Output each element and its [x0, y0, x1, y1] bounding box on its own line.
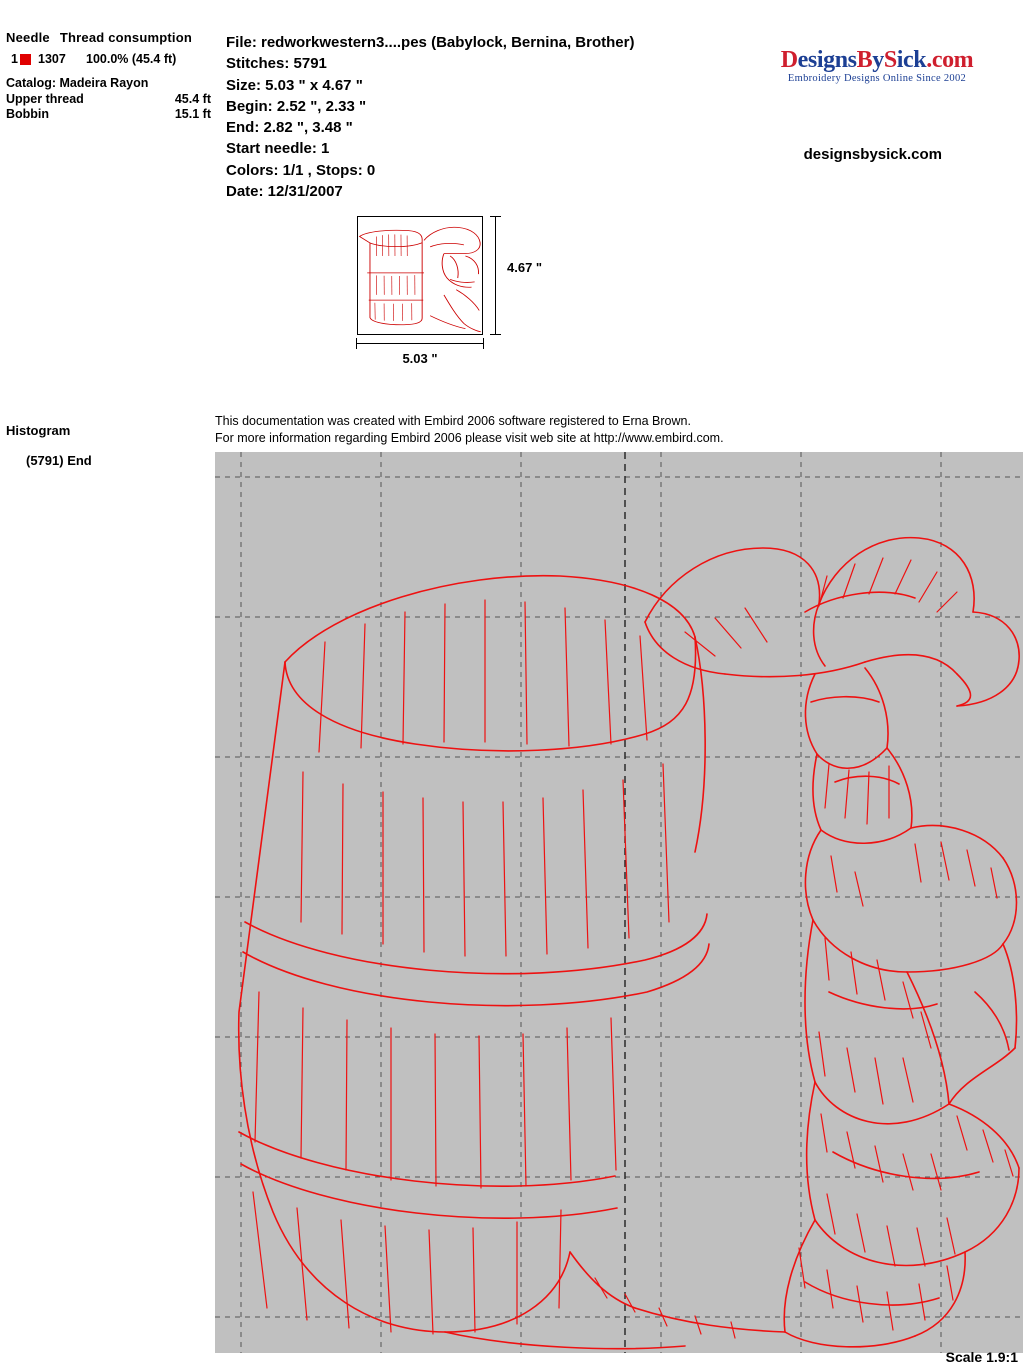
logo-wordmark	[752, 48, 1002, 72]
stitch-paths	[239, 538, 1019, 1349]
width-dimension-cap-left	[356, 338, 357, 349]
embird-note-line-2: For more information regarding Embird 2006 please visit web site at http://www.embird.com.	[215, 430, 724, 445]
width-dimension-label: 5.03 "	[402, 351, 438, 366]
histogram-end-label: (5791) End	[26, 453, 92, 468]
date-line: Date: 12/31/2007	[226, 183, 343, 201]
end-line: End: 2.82 ", 3.48 "	[226, 119, 353, 137]
needle-column-header: Needle	[6, 30, 50, 45]
embird-note-line-1: This documentation was created with Embird 2006 software registered to Erna Brown.	[215, 414, 691, 428]
file-name-line: File: redworkwestern3....pes (Babylock, Bernina, Brother)	[226, 34, 635, 51]
width-dimension	[356, 337, 484, 373]
begin-line: Begin: 2.52 ", 2.33 "	[226, 97, 367, 115]
designsbysick-logo	[752, 48, 1002, 84]
stitches-line: Stitches: 5791	[226, 55, 327, 73]
start-needle-line: Start needle: 1	[226, 140, 330, 158]
design-thumbnail	[357, 216, 483, 335]
scale-label: Scale 1.9:1	[945, 1349, 1018, 1365]
bobbin-value: 15.1 ft	[174, 107, 211, 122]
needle-percent: 100.0% (45.4 ft)	[86, 52, 177, 66]
thumbnail-stitch-drawing	[358, 217, 482, 334]
logo-part-2: esigns	[797, 47, 857, 73]
needle-stitch-count: 1307	[38, 52, 66, 66]
file-info-panel	[226, 32, 634, 202]
logo-part-4: y	[872, 47, 884, 73]
width-dimension-cap-right	[483, 338, 484, 349]
embird-note	[215, 413, 724, 447]
height-dimension	[489, 216, 559, 335]
bobbin-row	[6, 107, 211, 123]
needle-thread-panel	[6, 30, 221, 123]
upper-thread-row	[6, 92, 211, 108]
logo-part-1: D	[780, 47, 798, 73]
height-dimension-label: 4.67 "	[507, 260, 543, 275]
height-dimension-cap-bottom	[490, 334, 501, 335]
logo-part-3: B	[856, 47, 873, 73]
design-canvas	[215, 452, 1023, 1353]
design-stitch-drawing	[215, 452, 1023, 1353]
site-url-text: designsbysick.com	[803, 146, 942, 163]
thread-catalog-block	[6, 76, 221, 123]
logo-part-6: ick	[896, 47, 927, 73]
upper-thread-label: Upper thread	[6, 91, 84, 106]
thread-consumption-column-header: Thread consumption	[59, 30, 193, 45]
needle-index: 1	[11, 52, 18, 66]
thread-color-swatch	[20, 54, 31, 65]
logo-part-7: .com	[926, 47, 974, 73]
logo-part-5: S	[883, 47, 897, 73]
catalog-label: Catalog: Madeira Rayon	[6, 76, 149, 90]
needle-row	[6, 52, 221, 66]
colors-line: Colors: 1/1 , Stops: 0	[226, 161, 376, 179]
height-dimension-line	[495, 216, 496, 335]
width-dimension-line	[356, 343, 484, 344]
height-dimension-cap-top	[490, 216, 501, 217]
bobbin-label: Bobbin	[6, 107, 50, 122]
size-line: Size: 5.03 " x 4.67 "	[226, 76, 363, 94]
logo-tagline: Embroidery Designs Online Since 2002	[787, 73, 967, 84]
needle-table-header	[6, 30, 221, 45]
canvas-grid	[215, 452, 1023, 1353]
upper-thread-value: 45.4 ft	[174, 91, 211, 106]
histogram-title: Histogram	[6, 423, 71, 438]
